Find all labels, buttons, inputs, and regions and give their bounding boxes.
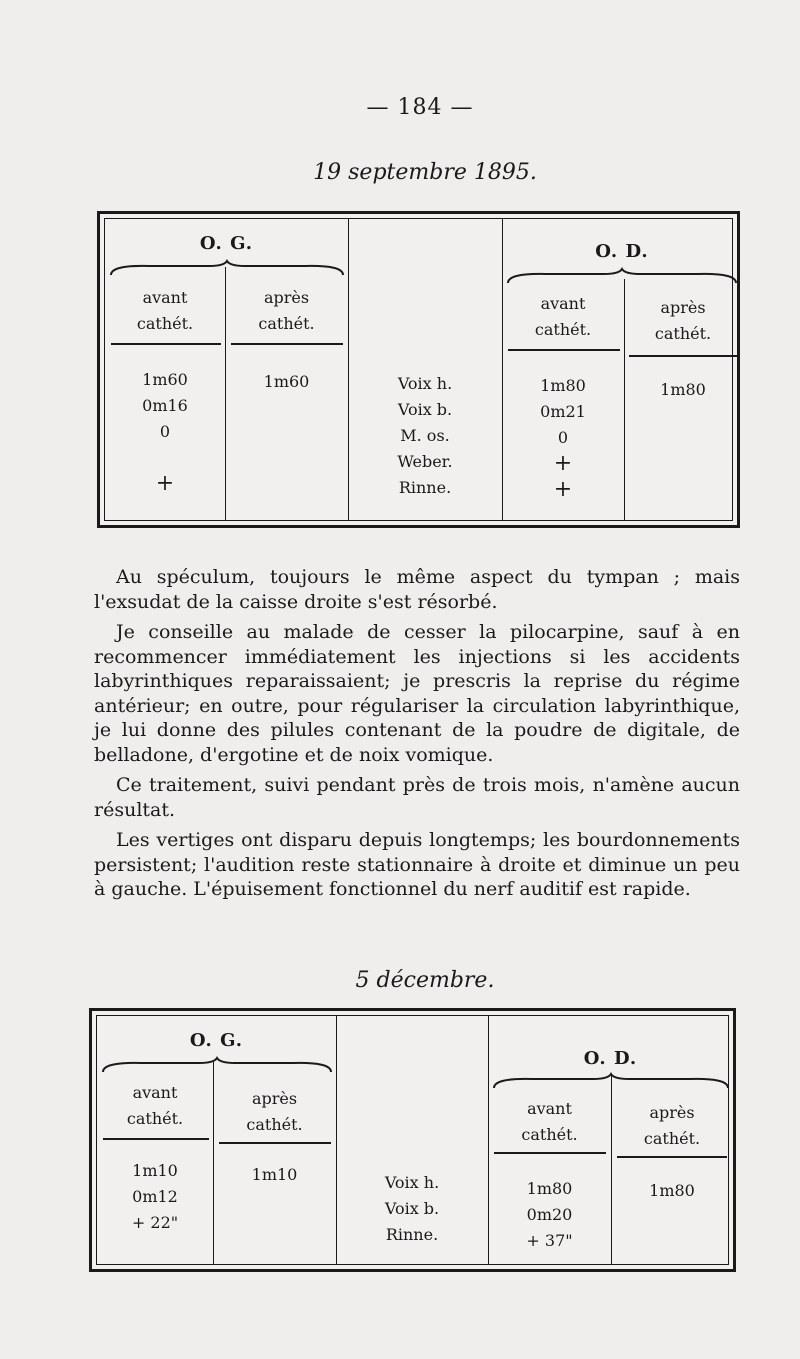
table1-od-avant-values: 1m80 0m21 0 + +	[540, 376, 586, 502]
table1-rule	[111, 343, 221, 345]
table1-frame	[104, 218, 733, 521]
table2-rule	[103, 1138, 209, 1140]
table2-od-apres-values: 1m80	[649, 1181, 695, 1200]
table2-od-avant-values: 1m80 0m20 + 37"	[526, 1179, 573, 1250]
table1	[97, 211, 740, 528]
table1-og-avant-values: 1m60 0m16 0 +	[142, 370, 188, 496]
table1-od-apres-values: 1m80	[660, 380, 706, 399]
page-number: — 184 —	[366, 95, 474, 120]
table1-rule	[629, 355, 737, 357]
table2	[89, 1008, 736, 1272]
table2-og-header: O. G.	[189, 1030, 244, 1051]
table2-od-header: O. D.	[583, 1048, 638, 1069]
table2-rule	[617, 1156, 727, 1158]
paragraph: Je conseille au malade de cesser la pilocarpine, sauf à en recommencer immédiatement les injections si les accidents labyrinthiques reparaissaient; je prescris la reprise du régime antérieur; en outre, pour régulariser la circulation labyrinthique, je lui donne des pilules contenant de la poudre de digitale, de belladone, d'ergotine et de noix vomique.	[94, 621, 740, 766]
table1-rule	[508, 349, 620, 351]
table2-og-avant-header: avant cathét.	[126, 1083, 184, 1128]
table1-og-header: O. G.	[199, 233, 254, 254]
table1-date: 19 septembre 1895.	[313, 160, 537, 185]
table2-frame	[96, 1015, 729, 1265]
body-text	[94, 565, 740, 908]
table2-date: 5 décembre.	[355, 968, 495, 993]
table1-rule	[231, 343, 343, 345]
table2-rule	[494, 1152, 606, 1154]
paragraph: Les vertiges ont disparu depuis longtemps; les bourdonnements persistent; l'audition reste stationnaire à droite et diminue un peu à gauche. L'épuisement fonctionnel du nerf auditif est rapide.	[94, 829, 740, 900]
table1-og-brace	[109, 259, 345, 279]
table2-og-avant-values: 1m10 0m12 + 22"	[131, 1161, 179, 1232]
paragraph: Au spéculum, toujours le même aspect du tympan ; mais l'exsudat de la caisse droite s'est résorbé.	[94, 566, 740, 613]
table1-od-brace	[506, 267, 738, 287]
table1-od-header: O. D.	[595, 241, 649, 262]
table2-od-brace	[492, 1072, 730, 1092]
table1-og-apres-values: 1m60	[263, 372, 310, 391]
table2-og-apres-header: après cathét.	[246, 1089, 303, 1134]
table2-tests: Voix h. Voix b. Rinne.	[384, 1173, 440, 1244]
table1-od-apres-header: après cathét.	[654, 298, 712, 343]
table1-od-avant-header: avant cathét.	[534, 294, 592, 339]
table1-og-apres-header: après cathét.	[258, 288, 315, 333]
table1-og-avant-header: avant cathét.	[136, 288, 194, 333]
table2-od-apres-header: après cathét.	[643, 1103, 701, 1148]
table2-og-brace	[101, 1056, 333, 1076]
table1-tests: Voix h. Voix b. M. os. Weber. Rinne.	[397, 374, 453, 497]
table2-rule	[219, 1142, 331, 1144]
table2-og-apres-values: 1m10	[251, 1165, 298, 1184]
table2-od-avant-header: avant cathét.	[521, 1099, 578, 1144]
paragraph: Ce traitement, suivi pendant près de trois mois, n'amène aucun résultat.	[94, 774, 740, 821]
